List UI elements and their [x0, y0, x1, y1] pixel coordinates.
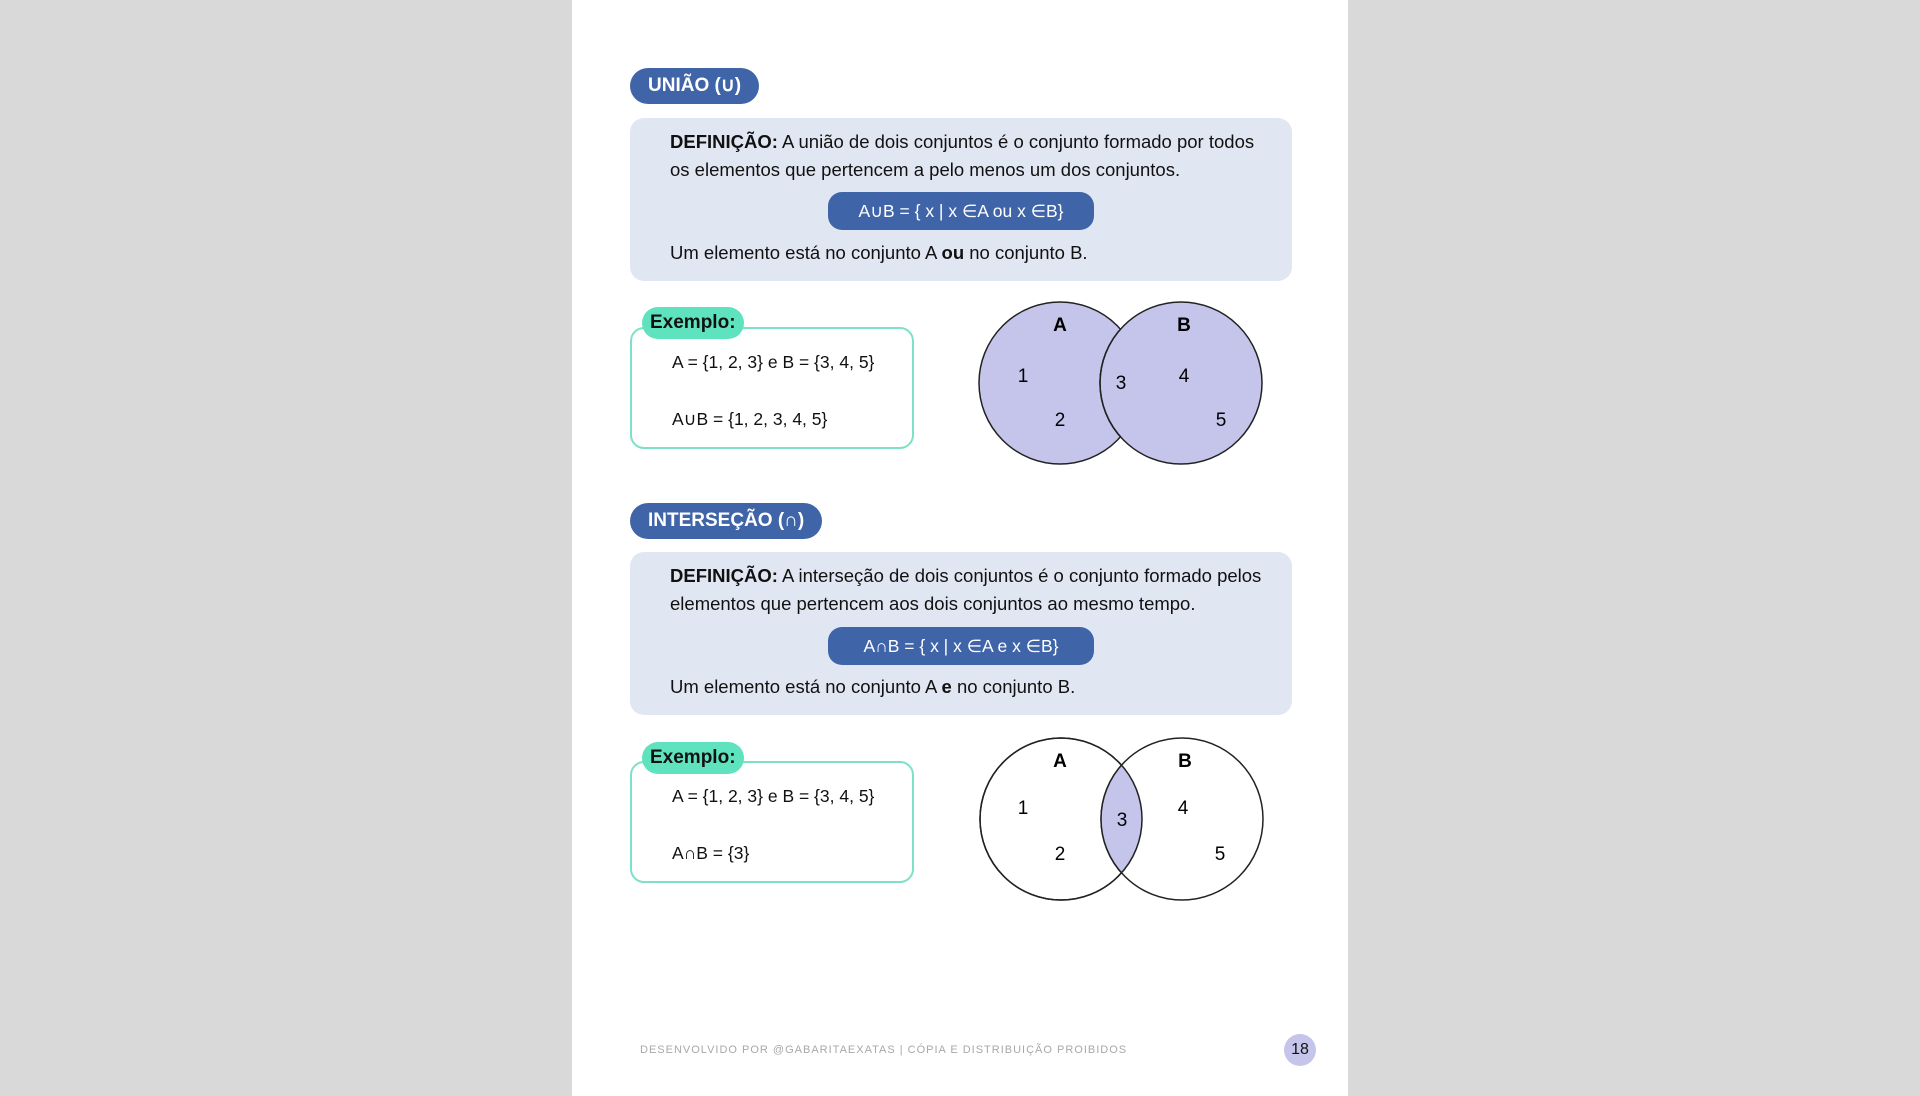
- union-definition: [670, 128, 1272, 184]
- union-example-box: [630, 327, 914, 449]
- union-venn-label-b: B: [1177, 315, 1191, 336]
- intersection-note-bold: e: [941, 676, 952, 697]
- union-definition-box: [630, 118, 1292, 281]
- union-venn-b-element-2: 5: [1215, 410, 1227, 431]
- intersection-venn-diagram: [978, 734, 1278, 904]
- intersection-example-box: [630, 761, 914, 883]
- intersection-title: INTERSEÇÃO (∩): [630, 503, 822, 539]
- union-title: UNIÃO (∪): [630, 68, 759, 104]
- intersection-example-label: Exemplo:: [642, 742, 744, 774]
- intersection-formula: A∩B = { x | x ∈A e x ∈B}: [828, 627, 1094, 665]
- intersection-definition-box: [630, 552, 1292, 715]
- union-formula: A∪B = { x | x ∈A ou x ∈B}: [828, 192, 1094, 230]
- intersection-venn-b-element-1: 4: [1177, 798, 1189, 819]
- union-venn-a-element-1: 1: [1017, 366, 1029, 387]
- intersection-venn-a-element-1: 1: [1017, 798, 1029, 819]
- page-number: 18: [1284, 1034, 1316, 1066]
- intersection-note-before: Um elemento está no conjunto A: [670, 676, 942, 697]
- union-venn-a-element-2: 2: [1054, 410, 1066, 431]
- union-note: [670, 242, 1088, 264]
- intersection-note: [670, 676, 1075, 698]
- union-note-bold: ou: [941, 242, 965, 263]
- intersection-definition-label: DEFINIÇÃO:: [670, 565, 778, 586]
- intersection-venn-both-element: 3: [1116, 810, 1128, 831]
- union-example-line2: A∪B = {1, 2, 3, 4, 5}: [672, 409, 828, 429]
- intersection-venn-label-b: B: [1178, 751, 1192, 772]
- intersection-definition-text: A interseção de dois conjuntos é o conjunto formado pelos elementos que pertencem aos dois conjuntos ao mesmo tempo.: [670, 565, 1262, 614]
- union-definition-label: DEFINIÇÃO:: [670, 131, 778, 152]
- intersection-venn-a-element-2: 2: [1054, 844, 1066, 865]
- union-definition-text: A união de dois conjuntos é o conjunto formado por todos os elementos que pertencem a pelo menos um dos conjuntos.: [670, 131, 1255, 180]
- intersection-venn-b-element-2: 5: [1214, 844, 1226, 865]
- intersection-venn-label-a: A: [1053, 751, 1067, 772]
- union-venn-both-element: 3: [1115, 373, 1127, 394]
- union-note-after: no conjunto B.: [964, 242, 1088, 263]
- footer-credit: DESENVOLVIDO POR @GABARITAEXATAS | CÓPIA E DISTRIBUIÇÃO PROIBIDOS: [640, 1044, 1128, 1056]
- union-venn-label-a: A: [1053, 315, 1067, 336]
- intersection-example-line2: A∩B = {3}: [672, 843, 750, 863]
- union-note-before: Um elemento está no conjunto A: [670, 242, 942, 263]
- union-venn-b-element-1: 4: [1178, 366, 1190, 387]
- page: [572, 0, 1348, 1096]
- intersection-definition: [670, 562, 1272, 618]
- union-example-line1: A = {1, 2, 3} e B = {3, 4, 5}: [672, 352, 875, 372]
- union-venn-diagram: [978, 298, 1278, 468]
- union-example-label: Exemplo:: [642, 307, 744, 339]
- intersection-note-after: no conjunto B.: [951, 676, 1076, 697]
- intersection-example-line1: A = {1, 2, 3} e B = {3, 4, 5}: [672, 786, 875, 806]
